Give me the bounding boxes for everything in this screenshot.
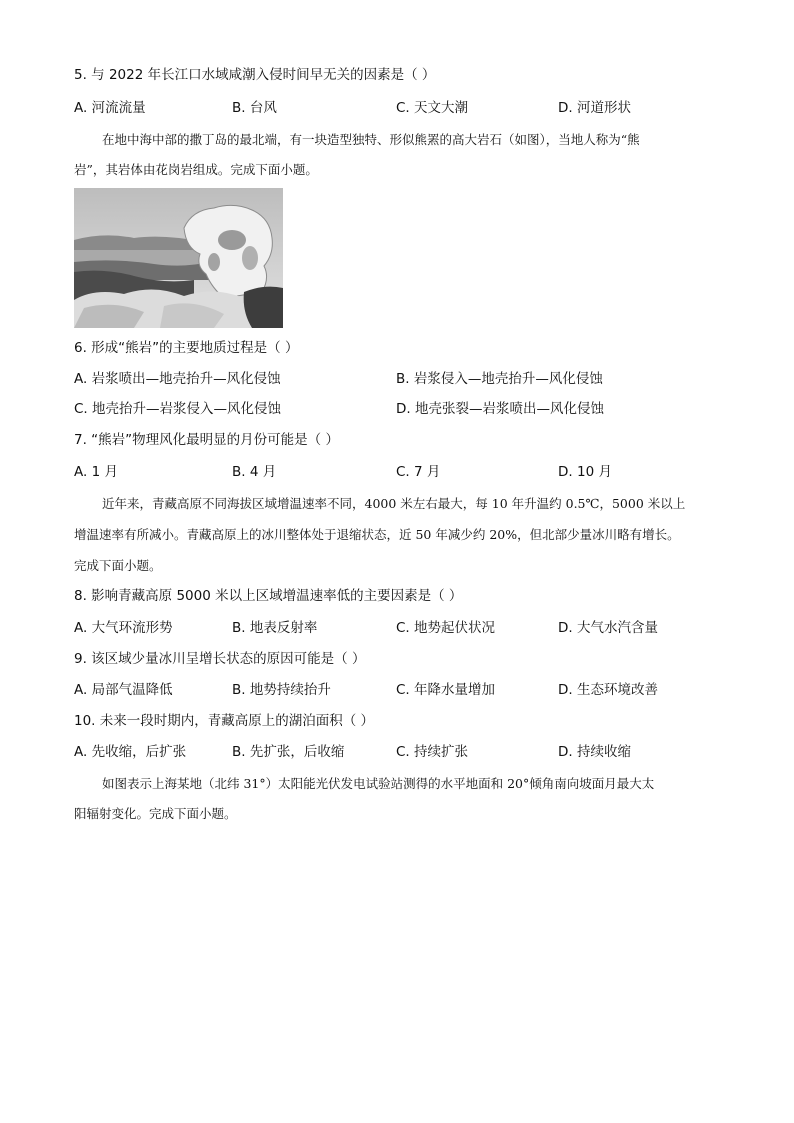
question-6-option-b[interactable]: B. 岩浆侵入—地壳抬升—风化侵蚀	[396, 371, 603, 387]
question-9-option-b[interactable]: B. 地势持续抬升	[232, 682, 331, 698]
passage-3-line-1: 如图表示上海某地（北纬 31°）太阳能光伏发电试验站测得的水平地面和 20°倾角南向坡面月最大太	[102, 776, 655, 791]
question-6-option-c[interactable]: C. 地壳抬升—岩浆侵入—风化侵蚀	[74, 401, 282, 417]
question-5-option-c[interactable]: C. 天文大潮	[396, 100, 469, 116]
question-9-option-c[interactable]: C. 年降水量增加	[396, 682, 496, 698]
question-5-stem: 5. 与 2022 年长江口水域咸潮入侵时间早无关的因素是（ ）	[74, 67, 436, 83]
passage-1-line-2: 岩”，其岩体由花岗岩组成。完成下面小题。	[74, 162, 318, 177]
passage-2-line-1: 近年来，青藏高原不同海拔区域增温速率不同，4000 米左右最大，每 10 年升温约 0.5℃，5000 米以上	[102, 496, 686, 511]
question-7-stem: 7. “熊岩”物理风化最明显的月份可能是（ ）	[74, 432, 339, 448]
question-6-option-d[interactable]: D. 地壳张裂—岩浆喷出—风化侵蚀	[396, 401, 604, 417]
question-5-option-d[interactable]: D. 河道形状	[558, 100, 631, 116]
question-8-stem: 8. 影响青藏高原 5000 米以上区域增温速率低的主要因素是（ ）	[74, 588, 463, 604]
question-8-option-d[interactable]: D. 大气水汽含量	[558, 620, 658, 636]
passage-2-line-3: 完成下面小题。	[74, 558, 162, 573]
question-7-option-a[interactable]: A. 1 月	[74, 464, 118, 480]
passage-1-line-1: 在地中海中部的撒丁岛的最北端，有一块造型独特、形似熊罴的高大岩石（如图），当地人称为“熊	[102, 132, 640, 147]
question-5-option-b[interactable]: B. 台风	[232, 100, 277, 116]
question-8-option-a[interactable]: A. 大气环流形势	[74, 620, 173, 636]
bear-rock-photo	[74, 188, 283, 328]
question-6-option-a[interactable]: A. 岩浆喷出—地壳抬升—风化侵蚀	[74, 371, 281, 387]
question-10-option-d[interactable]: D. 持续收缩	[558, 744, 631, 760]
question-9-option-a[interactable]: A. 局部气温降低	[74, 682, 173, 698]
question-10-option-a[interactable]: A. 先收缩，后扩张	[74, 744, 187, 760]
question-10-stem: 10. 未来一段时期内，青藏高原上的湖泊面积（ ）	[74, 713, 375, 729]
question-10-option-c[interactable]: C. 持续扩张	[396, 744, 469, 760]
question-6-stem: 6. 形成“熊岩”的主要地质过程是（ ）	[74, 340, 299, 356]
passage-3-line-2: 阳辐射变化。完成下面小题。	[74, 806, 237, 821]
question-8-option-c[interactable]: C. 地势起伏状况	[396, 620, 496, 636]
question-7-option-d[interactable]: D. 10 月	[558, 464, 612, 480]
question-9-option-d[interactable]: D. 生态环境改善	[558, 682, 658, 698]
question-9-stem: 9. 该区域少量冰川呈增长状态的原因可能是（ ）	[74, 651, 366, 667]
question-7-option-b[interactable]: B. 4 月	[232, 464, 277, 480]
question-8-option-b[interactable]: B. 地表反射率	[232, 620, 318, 636]
question-5-option-a[interactable]: A. 河流流量	[74, 100, 146, 116]
question-10-option-b[interactable]: B. 先扩张，后收缩	[232, 744, 345, 760]
passage-2-line-2: 增温速率有所减小。青藏高原上的冰川整体处于退缩状态，近 50 年减少约 20%，但北部少量冰川略有增长。	[74, 527, 680, 542]
question-7-option-c[interactable]: C. 7 月	[396, 464, 441, 480]
